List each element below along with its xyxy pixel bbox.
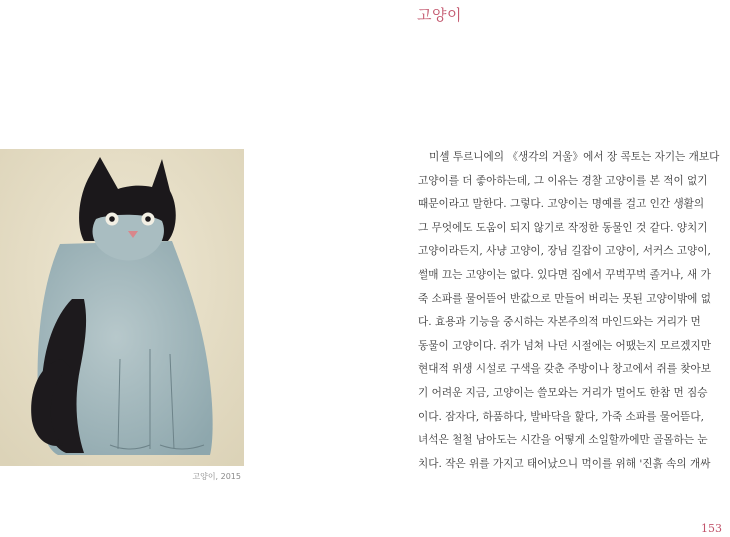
- body-line: 동물이 고양이다. 쥐가 넘쳐 나던 시절에는 어땠는지 모르겠지만: [418, 339, 712, 352]
- body-line: 썰매 끄는 고양이는 없다. 있다면 집에서 꾸벅꾸벅 졸거나, 새 가: [418, 268, 711, 281]
- body-line: 때문이라고 말한다. 그렇다. 고양이는 명예를 걸고 인간 생활의: [418, 198, 705, 211]
- cat-painting: [0, 149, 244, 466]
- body-line: 미셸 투르니에의 《생각의 거울》에서 장 콕토는 자기는 개보다: [429, 151, 720, 163]
- body-line: 고양이라든지, 사냥 고양이, 장님 길잡이 고양이, 서커스 고양이,: [418, 245, 711, 258]
- page-number: 153: [701, 522, 722, 535]
- body-line: 고양이를 더 좋아하는데, 그 이유는 경찰 고양이를 본 적이 없기: [418, 174, 708, 187]
- page-title: 고양이: [417, 6, 462, 24]
- body-line: 현대적 위생 시설로 구색을 갖춘 주방이나 창고에서 쥐를 찾아보: [418, 363, 712, 376]
- body-line: 다. 효용과 기능을 중시하는 자본주의적 마인드와는 거리가 먼: [418, 316, 701, 329]
- body-line: 기 어려운 지금, 고양이는 쓸모와는 거리가 멀어도 한참 먼 짐승: [418, 386, 708, 399]
- cat-painting-icon: [0, 149, 244, 466]
- body-line: 녀석은 철철 남아도는 시간을 어떻게 소일할까에만 골몰하는 눈: [418, 434, 708, 447]
- body-line: 이다. 잠자다, 하품하다, 발바닥을 핥다, 가죽 소파를 물어뜯다,: [418, 410, 705, 423]
- artwork-caption: 고양이, 2015: [192, 472, 241, 481]
- body-line: 그 무엇에도 도움이 되지 않기로 작정한 동물인 것 같다. 양치기: [418, 221, 708, 234]
- body-paragraph: [418, 146, 722, 476]
- body-line: 치다. 작은 위를 가지고 태어났으니 먹이를 위해 '진흙 속의 개싸: [418, 457, 711, 470]
- body-line: 죽 소파를 물어뜯어 반값으로 만들어 버리는 못된 고양이밖에 없: [418, 292, 712, 305]
